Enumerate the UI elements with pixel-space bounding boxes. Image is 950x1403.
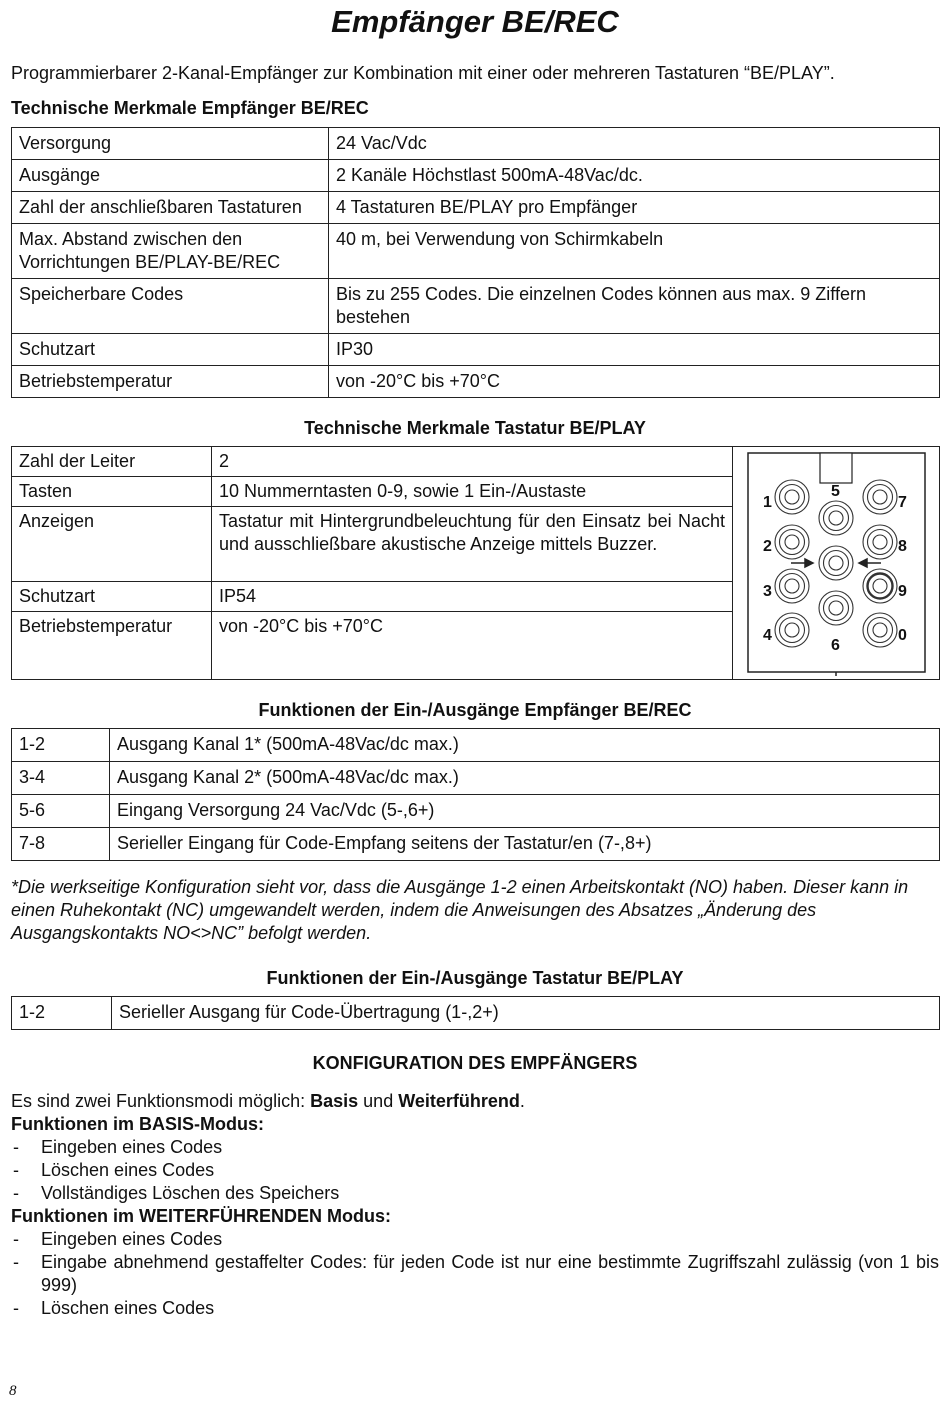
page-title: Empfänger BE/REC — [331, 4, 619, 39]
keypad-button-icon — [775, 569, 809, 603]
terminal-cell: 1-2 — [12, 997, 112, 1030]
spec-label: Schutzart — [12, 582, 212, 612]
function-cell: Ausgang Kanal 2* (500mA-48Vac/dc max.) — [110, 762, 940, 795]
modes-sentence — [11, 1090, 939, 1113]
keypad-io-heading: Funktionen der Ein-/Ausgänge Tastatur BE/PLAY — [266, 968, 684, 988]
key-label-4: 4 — [763, 627, 772, 644]
terminal-cell: 7-8 — [12, 828, 110, 861]
list-item: - Eingabe abnehmend gestaffelter Codes: für jeden Code ist nur eine bestimmte Zugriffszahl zulässig (von 1 bis 999) — [11, 1251, 939, 1297]
spec-value: von -20°C bis +70°C — [212, 612, 733, 680]
spec-label: Max. Abstand zwischen den Vorrichtungen BE/PLAY-BE/REC — [12, 224, 329, 279]
table-row — [12, 729, 940, 762]
key-label-8: 8 — [898, 538, 907, 555]
table-row — [12, 192, 940, 224]
keypad-button-icon — [863, 613, 897, 647]
intro-text: Programmierbarer 2-Kanal-Empfänger zur Kombination mit einer oder mehreren Tastaturen “BE/PLAY”. — [11, 63, 835, 83]
table-row — [12, 334, 940, 366]
table-row — [12, 366, 940, 398]
list-item: - Löschen eines Codes — [11, 1297, 939, 1320]
spec-label: Versorgung — [12, 128, 329, 160]
terminal-cell: 1-2 — [12, 729, 110, 762]
spec-value: 2 Kanäle Höchstlast 500mA-48Vac/dc. — [329, 160, 940, 192]
page-number: 8 — [9, 1383, 17, 1399]
keypad-button-icon — [819, 501, 853, 535]
document-page — [11, 0, 939, 1320]
key-label-5: 5 — [831, 483, 840, 500]
modes-prefix: Es sind zwei Funktionsmodi möglich: — [11, 1091, 311, 1111]
key-label-2: 2 — [763, 538, 772, 555]
list-item: - Eingeben eines Codes — [11, 1136, 939, 1159]
spec-label: Betriebstemperatur — [12, 366, 329, 398]
receiver-io-heading: Funktionen der Ein-/Ausgänge Empfänger BE/REC — [258, 700, 692, 720]
footnote: *Die werkseitige Konfiguration sieht vor, dass die Ausgänge 1-2 einen Arbeitskontakt (NO) haben. Dieser kann in einen Ruhekontakt (NC) umgewandelt werden, indem die Anweisungen des Absatzes „Änderung des Ausgangskontakts NO<>NC” befolgt werden. — [11, 877, 909, 943]
keypad-button-icon — [819, 591, 853, 625]
spec-value: 2 — [212, 447, 733, 477]
keypad-button-icon — [863, 569, 897, 603]
spec-value: 24 Vac/Vdc — [329, 128, 940, 160]
keypad-button-icon — [819, 546, 853, 580]
list-item: - Vollständiges Löschen des Speichers — [11, 1182, 939, 1205]
table-row — [12, 128, 940, 160]
receiver-specs-heading: Technische Merkmale Empfänger BE/REC — [11, 98, 369, 118]
modes-and: und — [358, 1091, 399, 1111]
key-label-9: 9 — [898, 583, 907, 600]
spec-value: IP54 — [212, 582, 733, 612]
key-label-3: 3 — [763, 583, 772, 600]
function-cell: Ausgang Kanal 1* (500mA-48Vac/dc max.) — [110, 729, 940, 762]
function-cell: Serieller Ausgang für Code-Übertragung (1-,2+) — [112, 997, 940, 1030]
key-label-6: 6 — [831, 637, 840, 654]
spec-label: Schutzart — [12, 334, 329, 366]
terminal-cell: 3-4 — [12, 762, 110, 795]
basic-mode-list — [11, 1136, 939, 1205]
key-label-1: 1 — [763, 494, 772, 511]
modes-suffix: . — [519, 1091, 525, 1111]
keypad-button-icon — [775, 480, 809, 514]
mode-basic: Basis — [310, 1091, 359, 1111]
table-row — [12, 224, 940, 279]
spec-value: 10 Nummerntasten 0-9, sowie 1 Ein-/Austaste — [212, 477, 733, 507]
advanced-mode-heading: Funktionen im WEITERFÜHRENDEN Modus: — [11, 1206, 391, 1226]
keypad-button-icon — [863, 525, 897, 559]
table-row — [12, 828, 940, 861]
spec-label: Zahl der anschließbaren Tastaturen — [12, 192, 329, 224]
spec-label: Betriebstemperatur — [12, 612, 212, 680]
keypad-specs-table — [11, 446, 940, 680]
spec-value: Tastatur mit Hintergrundbeleuchtung für den Einsatz bei Nacht und ausschließbare akustische Anzeige mittels Buzzer. — [212, 507, 733, 582]
table-row — [12, 279, 940, 334]
list-item: - Eingeben eines Codes — [11, 1228, 939, 1251]
spec-value: Bis zu 255 Codes. Die einzelnen Codes können aus max. 9 Ziffern bestehen — [329, 279, 940, 334]
terminal-cell: 5-6 — [12, 795, 110, 828]
spec-value: IP30 — [329, 334, 940, 366]
spec-label: Zahl der Leiter — [12, 447, 212, 477]
table-row — [12, 762, 940, 795]
function-cell: Eingang Versorgung 24 Vac/Vdc (5-,6+) — [110, 795, 940, 828]
list-item: - Löschen eines Codes — [11, 1159, 939, 1182]
table-row — [12, 160, 940, 192]
spec-label: Speicherbare Codes — [12, 279, 329, 334]
receiver-io-table — [11, 728, 940, 861]
keypad-button-icon — [775, 613, 809, 647]
spec-label: Anzeigen — [12, 507, 212, 582]
basic-mode-heading: Funktionen im BASIS-Modus: — [11, 1114, 264, 1134]
table-row — [12, 447, 940, 477]
spec-value: von -20°C bis +70°C — [329, 366, 940, 398]
mode-advanced: Weiterführend — [398, 1091, 520, 1111]
spec-label: Ausgänge — [12, 160, 329, 192]
config-heading: KONFIGURATION DES EMPFÄNGERS — [312, 1053, 638, 1073]
spec-value: 40 m, bei Verwendung von Schirmkabeln — [329, 224, 940, 279]
keypad-io-table — [11, 996, 940, 1030]
keypad-button-icon — [775, 525, 809, 559]
key-label-0: 0 — [898, 627, 907, 644]
keypad-diagram — [733, 447, 940, 679]
table-row — [12, 997, 940, 1030]
keypad-button-icon — [863, 480, 897, 514]
keypad-specs-heading: Technische Merkmale Tastatur BE/PLAY — [304, 418, 646, 438]
spec-label: Tasten — [12, 477, 212, 507]
advanced-mode-list — [11, 1228, 939, 1320]
function-cell: Serieller Eingang für Code-Empfang seitens der Tastatur/en (7-,8+) — [110, 828, 940, 861]
spec-value: 4 Tastaturen BE/PLAY pro Empfänger — [329, 192, 940, 224]
key-label-7: 7 — [898, 494, 907, 511]
receiver-specs-table — [11, 127, 940, 398]
keypad-figure-cell — [733, 447, 940, 680]
table-row — [12, 795, 940, 828]
